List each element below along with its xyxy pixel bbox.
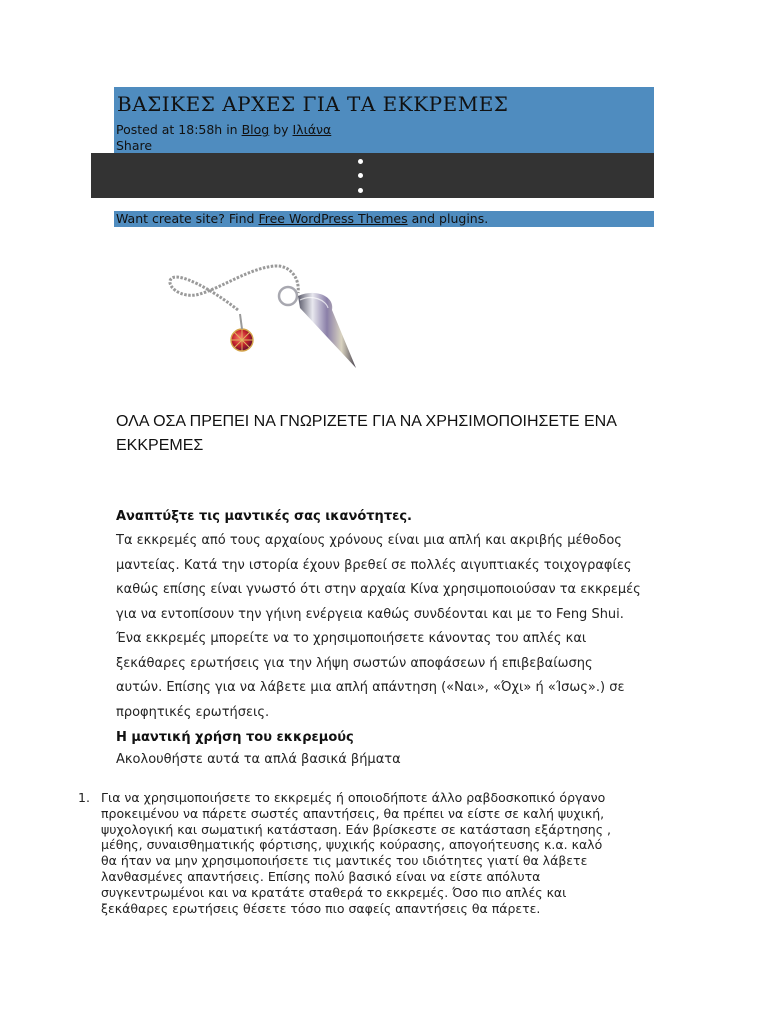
author-link[interactable]: Ιλιάνα xyxy=(292,122,332,137)
body-line: αυτών. Επίσης για να λάβετε μια απλή απάντηση («Ναι», «Όχι» ή «Ίσως».) σε xyxy=(116,680,625,695)
list-line: μέθης, συναισθηματικής φόρτισης, ψυχικής κούρασης, απογοήτευσης κ.α. καλό xyxy=(101,837,603,853)
list-line: Για να χρησιμοποιήσετε το εκκρεμές ή οποιοδήποτε άλλο ραβδοσκοπικό όργανο xyxy=(101,790,606,805)
vertical-dots-menu-icon[interactable] xyxy=(353,155,369,197)
wordpress-notice-bar xyxy=(114,211,654,227)
section-title-abilities: Αναπτύξτε τις μαντικές σας ικανότητες. xyxy=(116,509,412,524)
by-text: by xyxy=(269,122,293,137)
body-line: προφητικές ερωτήσεις. xyxy=(116,704,270,720)
pendulum-image xyxy=(150,248,370,378)
body-line: Τα εκκρεμές από τους αρχαίους χρόνους είναι μια απλή και ακριβής μέθοδος xyxy=(116,533,622,548)
wp-notice-suffix: and plugins. xyxy=(407,211,489,226)
list-line: ξεκάθαρες ερωτήσεις θέσετε τόσο πιο σαφείς απαντήσεις θα πάρετε. xyxy=(101,900,541,916)
wp-notice-prefix: Want create site? Find xyxy=(116,211,259,226)
body-line: μαντείας. Κατά την ιστορία έχουν βρεθεί σε πολλές αιγυπτιακές τοιχογραφίες xyxy=(116,557,632,573)
list-line: συγκεντρωμένοι και να κρατάτε σταθερά το εκκρεμές. Όσο πιο απλές και xyxy=(101,884,567,900)
post-meta xyxy=(116,122,331,137)
posted-at-text: Posted at 18:58h in xyxy=(116,122,242,137)
list-line: θα ήταν να μην χρησιμοποιήσετε τις μαντικές του ιδιότητες γιατί θα λάβετε xyxy=(101,853,588,869)
list-item xyxy=(101,790,661,916)
section-intro-steps: Ακολουθήστε αυτά τα απλά βασικά βήματα xyxy=(116,752,401,767)
body-line: καθώς επίσης είναι γνωστό ότι στην αρχαία Κίνα χρησιμοποιούσαν τα εκκρεμές xyxy=(116,582,641,597)
category-link[interactable]: Blog xyxy=(241,122,270,137)
list-number: 1. xyxy=(78,790,90,805)
body-line: ξεκάθαρες ερωτήσεις για την λήψη σωστών αποφάσεων ή επιβεβαίωσης xyxy=(116,655,593,671)
body-line: για να εντοπίσουν την γήινη ενέργεια καθώς συνδέονται και με το Feng Shui. xyxy=(116,606,624,622)
share-button[interactable]: Share xyxy=(116,138,153,153)
article-heading: ΟΛΑ ΟΣΑ ΠΡΕΠΕΙ ΝΑ ΓΝΩΡΙΖΕΤΕ ΓΙΑ ΝΑ ΧΡΗΣΙΜΟΠΟΙΗΣΕΤΕ ΕΝΑ ΕΚΚΡΕΜΕΣ xyxy=(116,413,616,454)
section-body-abilities xyxy=(116,529,656,725)
menu-bar xyxy=(91,153,654,198)
list-line: ψυχολογική και σωματική κατάσταση. Εάν βρίσκεστε σε κατάσταση εξάρτησης , xyxy=(101,821,612,837)
post-title: ΒΑΣΙΚΕΣ ΑΡΧΕΣ ΓΙΑ ΤΑ ΕΚΚΡΕΜΕΣ xyxy=(117,92,509,116)
section-title-usage: Η μαντική χρήση του εκκρεμούς xyxy=(116,730,354,745)
free-wordpress-themes-link[interactable]: Free WordPress Themes xyxy=(258,211,408,226)
list-line: προκειμένου να πάρετε σωστές απαντήσεις, θα πρέπει να είστε σε καλή ψυχική, xyxy=(101,805,605,821)
list-line: λανθασμένες απαντήσεις. Επίσης πολύ βασικό είναι να είστε απόλυτα xyxy=(101,868,541,884)
body-line: Ένα εκκρεμές μπορείτε να το χρησιμοποιήσετε κάνοντας του απλές και xyxy=(116,631,587,646)
